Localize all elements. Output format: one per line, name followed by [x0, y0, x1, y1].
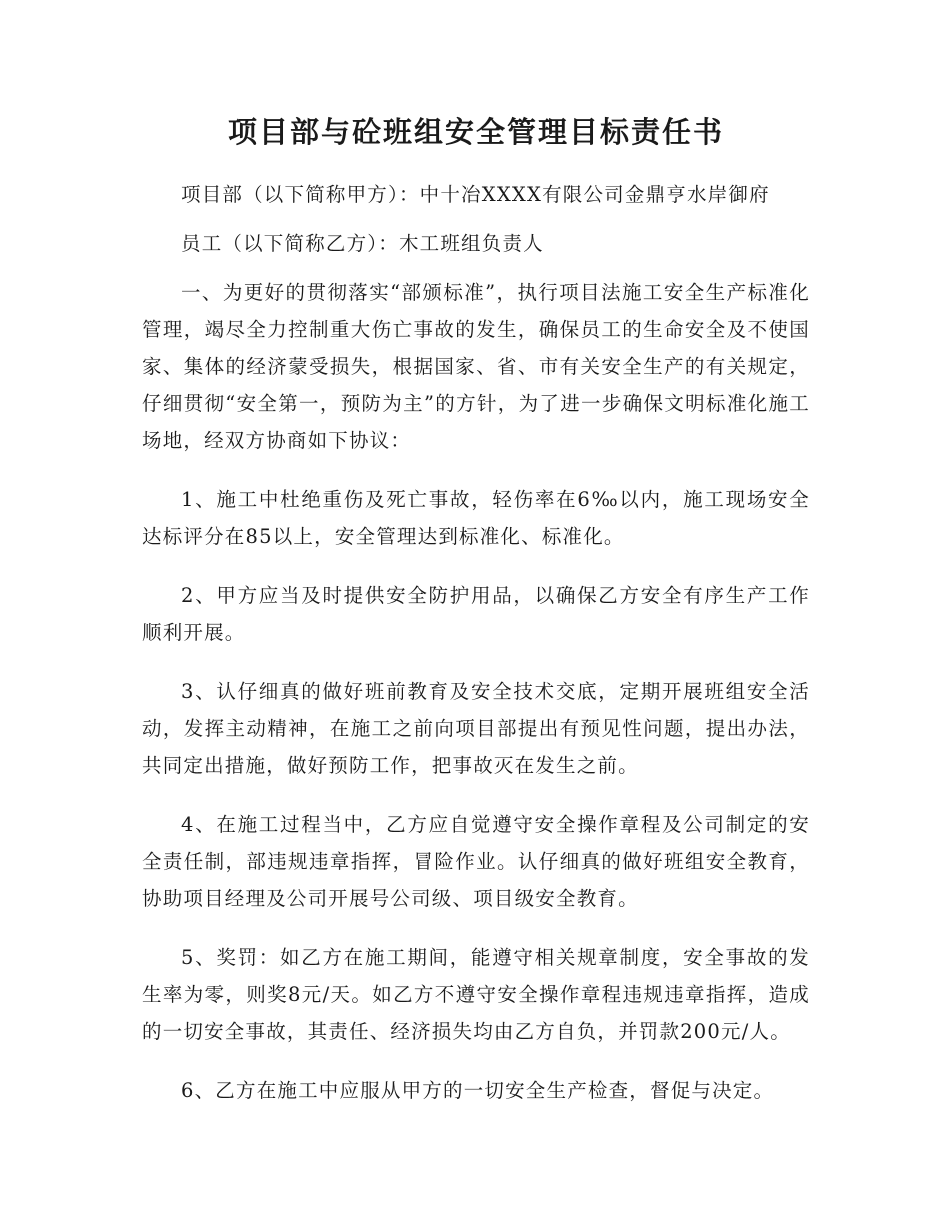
clause-5: 5、奖罚：如乙方在施工期间，能遵守相关规章制度，安全事故的发生率为零，则奖8元/天。如乙方不遵守安全操作章程违规违章指挥，造成的一切安全事故，其责任、经济损失均由乙方自负，并罚款200元/人。	[142, 946, 810, 1043]
clause-4: 4、在施工过程当中，乙方应自觉遵守安全操作章程及公司制定的安全责任制，部违规违章指挥，冒险作业。认仔细真的做好班组安全教育，协助项目经理及公司开展号公司级、项目级安全教育。	[142, 813, 810, 910]
party-b-line: 员工（以下简称乙方）：木工班组负责人	[181, 232, 544, 255]
clause-1: 1、施工中杜绝重伤及死亡事故，轻伤率在6‰以内，施工现场安全达标评分在85以上，安全管理达到标准化、标准化。	[142, 488, 810, 548]
section-one-intro: 一、为更好的贯彻落实“部颁标准”，执行项目法施工安全生产标准化管理，竭尽全力控制重大伤亡事故的发生，确保员工的生命安全及不使国家、集体的经济蒙受损失，根据国家、省、市有关安全生产的有关规定，仔细贯彻“安全第一，预防为主”的方针，为了进一步确保文明标准化施工场地，经双方协商如下协议：	[142, 281, 810, 452]
clause-6: 6、乙方在施工中应服从甲方的一切安全生产检查，督促与决定。	[181, 1079, 775, 1102]
clause-2: 2、甲方应当及时提供安全防护用品，以确保乙方安全有序生产工作顺利开展。	[142, 584, 810, 644]
party-a-line: 项目部（以下简称甲方）：中十冶XXXX有限公司金鼎亨水岸御府	[181, 183, 770, 206]
clause-3: 3、认仔细真的做好班前教育及安全技术交底，定期开展班组安全活动，发挥主动精神，在施工之前向项目部提出有预见性问题，提出办法，共同定出措施，做好预防工作，把事故灭在发生之前。	[142, 680, 810, 777]
document-title: 项目部与砼班组安全管理目标责任书	[227, 115, 724, 149]
